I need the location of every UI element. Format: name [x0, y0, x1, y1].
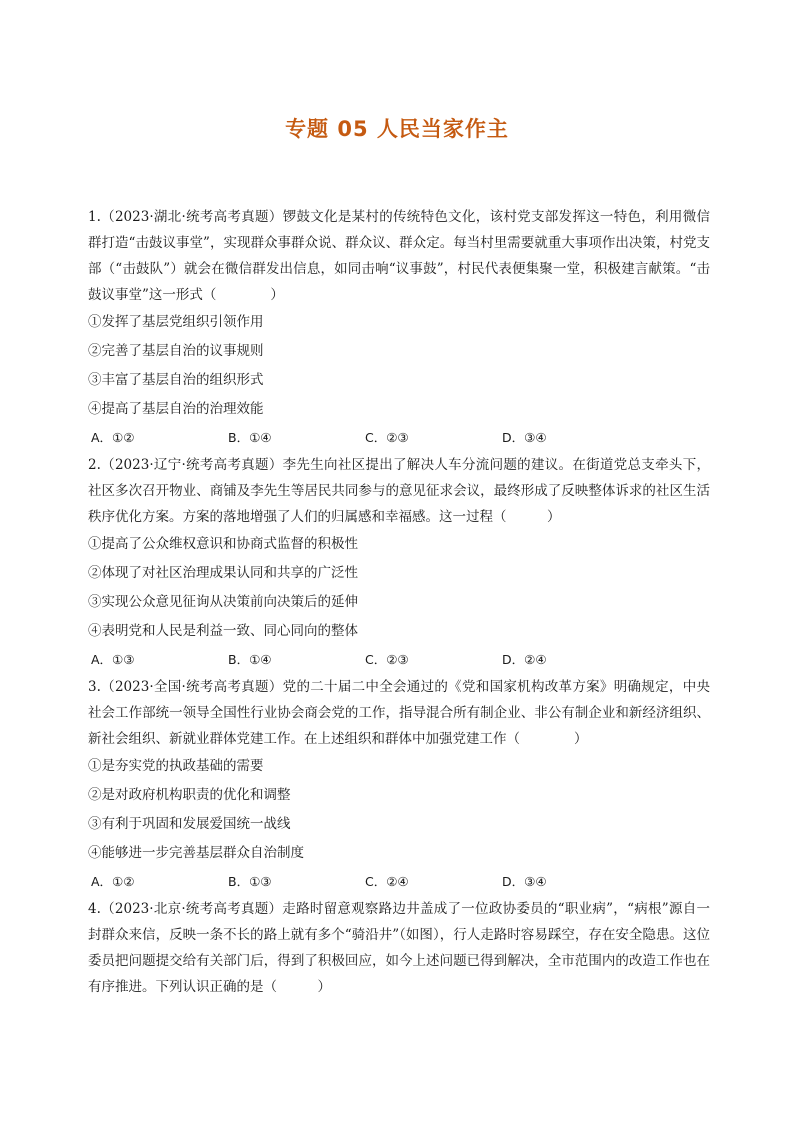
page-title: 专题 05 人民当家作主: [285, 117, 509, 141]
choice-d[interactable]: D．③④: [502, 430, 547, 445]
statement-option: ②体现了对社区治理成果认同和共享的广泛性: [88, 565, 358, 581]
statement-option: ③丰富了基层自治的组织形式: [88, 372, 264, 388]
question-list: [88, 204, 710, 1000]
answer-choices: [88, 646, 710, 673]
answer-choices: [88, 424, 710, 451]
choice-d[interactable]: D．②④: [502, 652, 547, 667]
statement-option: ④提高了基层自治的治理效能: [88, 401, 264, 417]
choice-d[interactable]: D．③④: [502, 874, 547, 889]
statement-option: ③有利于巩固和发展爱国统一战线: [88, 816, 291, 832]
choice-a[interactable]: A．①③: [91, 652, 135, 667]
answer-choices: [88, 868, 710, 895]
question-2: [88, 452, 710, 673]
statement-option: ④能够进一步完善基层群众自治制度: [88, 845, 304, 861]
statement-option: ④表明党和人民是利益一致、同心同向的整体: [88, 623, 358, 639]
statement-option: ①发挥了基层党组织引领作用: [88, 314, 264, 330]
choice-b[interactable]: B．①④: [228, 652, 272, 667]
statement-option: ①提高了公众维权意识和协商式监督的积极性: [88, 536, 358, 552]
choice-b[interactable]: B．①④: [228, 430, 272, 445]
question-stem: 4.（2023·北京·统考高考真题）走路时留意观察路边井盖成了一位政协委员的“职业病”，“病根”源自一封群众来信，反映一条不长的路上就有多个“骑沿井”（如图），行人走路时容易踩空，存在安全隐患。这位委员把问题提交给有关部门后，得到了积极回应，如今上述问题已得到解决，全市范围内的改造工作也在有序推进。下列认识正确的是（ ）: [88, 901, 710, 995]
choice-c[interactable]: C．②③: [365, 430, 409, 445]
choice-b[interactable]: B．①③: [228, 874, 272, 889]
statement-option: ②完善了基层自治的议事规则: [88, 343, 264, 359]
question-4: [88, 896, 710, 1000]
question-1: [88, 204, 710, 451]
question-3: [88, 674, 710, 895]
statement-option: ②是对政府机构职责的优化和调整: [88, 787, 291, 803]
statement-option: ③实现公众意见征询从决策前向决策后的延伸: [88, 594, 358, 610]
question-stem: 2.（2023·辽宁·统考高考真题）李先生向社区提出了解决人车分流问题的建议。在街道党总支牵头下，社区多次召开物业、商铺及李先生等居民共同参与的意见征求会议，最终形成了反映整体诉求的社区生活秩序优化方案。方案的落地增强了人们的归属感和幸福感。这一过程（ ）: [88, 457, 710, 525]
question-stem: 3.（2023·全国·统考高考真题）党的二十届二中全会通过的《党和国家机构改革方案》明确规定，中央社会工作部统一领导全国性行业协会商会党的工作，指导混合所有制企业、非公有制企业和新经济组织、新社会组织、新就业群体党建工作。在上述组织和群体中加强党建工作（ ）: [88, 679, 710, 747]
choice-c[interactable]: C．②④: [365, 874, 409, 889]
choice-a[interactable]: A．①②: [91, 430, 135, 445]
choice-c[interactable]: C．②③: [365, 652, 409, 667]
question-stem: 1.（2023·湖北·统考高考真题）锣鼓文化是某村的传统特色文化，该村党支部发挥这一特色，利用微信群打造“击鼓议事堂”，实现群众事群众说、群众议、群众定。每当村里需要就重大事项作出决策，村党支部（“击鼓队”）就会在微信群发出信息，如同击响“议事鼓”，村民代表便集聚一堂，积极建言献策。“击鼓议事堂”这一形式（ ）: [88, 209, 710, 303]
choice-a[interactable]: A．①②: [91, 874, 135, 889]
statement-option: ①是夯实党的执政基础的需要: [88, 758, 264, 774]
